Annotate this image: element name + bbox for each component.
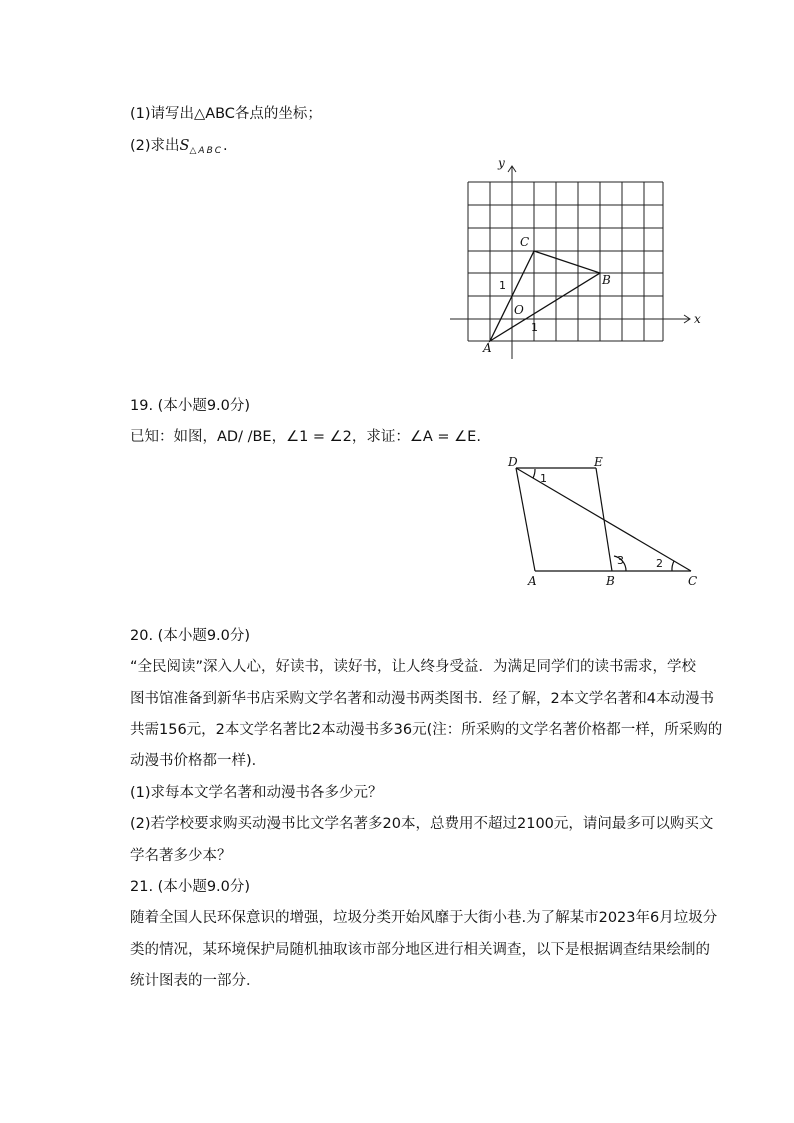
q19-header: 19. (本小题9.0分) [130,398,251,414]
y-unit-label: 1 [499,279,506,292]
q18-part1: (1)请写出△ABC各点的坐标； [130,106,322,122]
segment-dc [516,468,691,571]
point-b-label: B [602,273,611,287]
angle-2-arc [672,561,674,571]
q19-text: 已知：如图，AD/ /BE，∠1 = ∠2，求证：∠A = ∠E. [130,429,481,445]
q20-line-2: 图书馆准备到新华书店采购文学名著和动漫书两类图书．经了解，2本文学名著和4本动漫书 [130,691,714,707]
triangle-abc [490,251,600,341]
segment-da [516,468,535,571]
point-c-label: C [520,235,530,249]
q18-part2 [130,136,228,161]
segment-eb [596,468,612,571]
point-c2-label: C [688,574,698,588]
point-b2-label: B [606,574,615,588]
q20-header: 20. (本小题9.0分) [130,628,251,644]
q20-line-4: 动漫书价格都一样)． [130,753,267,769]
q18-part2-suffix: . [223,138,228,154]
q20-line-7: 学名著多少本？ [130,848,232,864]
q21-header: 21. (本小题9.0分) [130,879,251,895]
angle-2-label: 2 [656,557,663,570]
q20-line-5: (1)求每本文学名著和动漫书各多少元？ [130,785,383,801]
point-d-label: D [508,455,518,469]
q20-line-1: “全民阅读”深入人心，好读书，读好书，让人终身受益．为满足同学们的读书需求，学校 [130,659,697,675]
parallel-figure [516,468,691,571]
q20-line-3: 共需156元，2本文学名著比2本动漫书多36元(注：所采购的文学名著价格都一样，所采购的 [130,722,723,738]
point-a-label: A [483,341,492,355]
x-unit-label: 1 [531,321,538,334]
point-e-label: E [594,455,603,469]
grid-lines [468,182,663,341]
angle-1-label: 1 [540,472,547,485]
q18-area-symbol: S [179,138,190,154]
q18-area-subscript: △ABC [189,146,224,156]
axes [450,166,690,359]
angle-1-arc [533,469,535,478]
q18-part2-prefix: (2)求出 [130,138,180,154]
y-axis-label: y [498,156,505,170]
x-axis-arrow [684,315,690,323]
angle-3-label: 3 [617,554,624,567]
q20-line-6: (2)若学校要求购买动漫书比文学名著多20本，总费用不超过2100元，请问最多可以购买文 [130,816,714,832]
point-a2-label: A [528,574,537,588]
q21-line-1: 随着全国人民环保意识的增强，垃圾分类开始风靡于大街小巷.为了解某市2023年6月垃圾分 [130,910,718,926]
origin-label: O [514,303,524,317]
q21-line-2: 类的情况，某环境保护局随机抽取该市部分地区进行相关调查，以下是根据调查结果绘制的 [130,942,710,958]
angle-3-arc [614,556,626,571]
x-axis-label: x [694,312,701,326]
y-axis-arrow [508,166,516,172]
q21-line-3: 统计图表的一部分． [130,973,261,989]
